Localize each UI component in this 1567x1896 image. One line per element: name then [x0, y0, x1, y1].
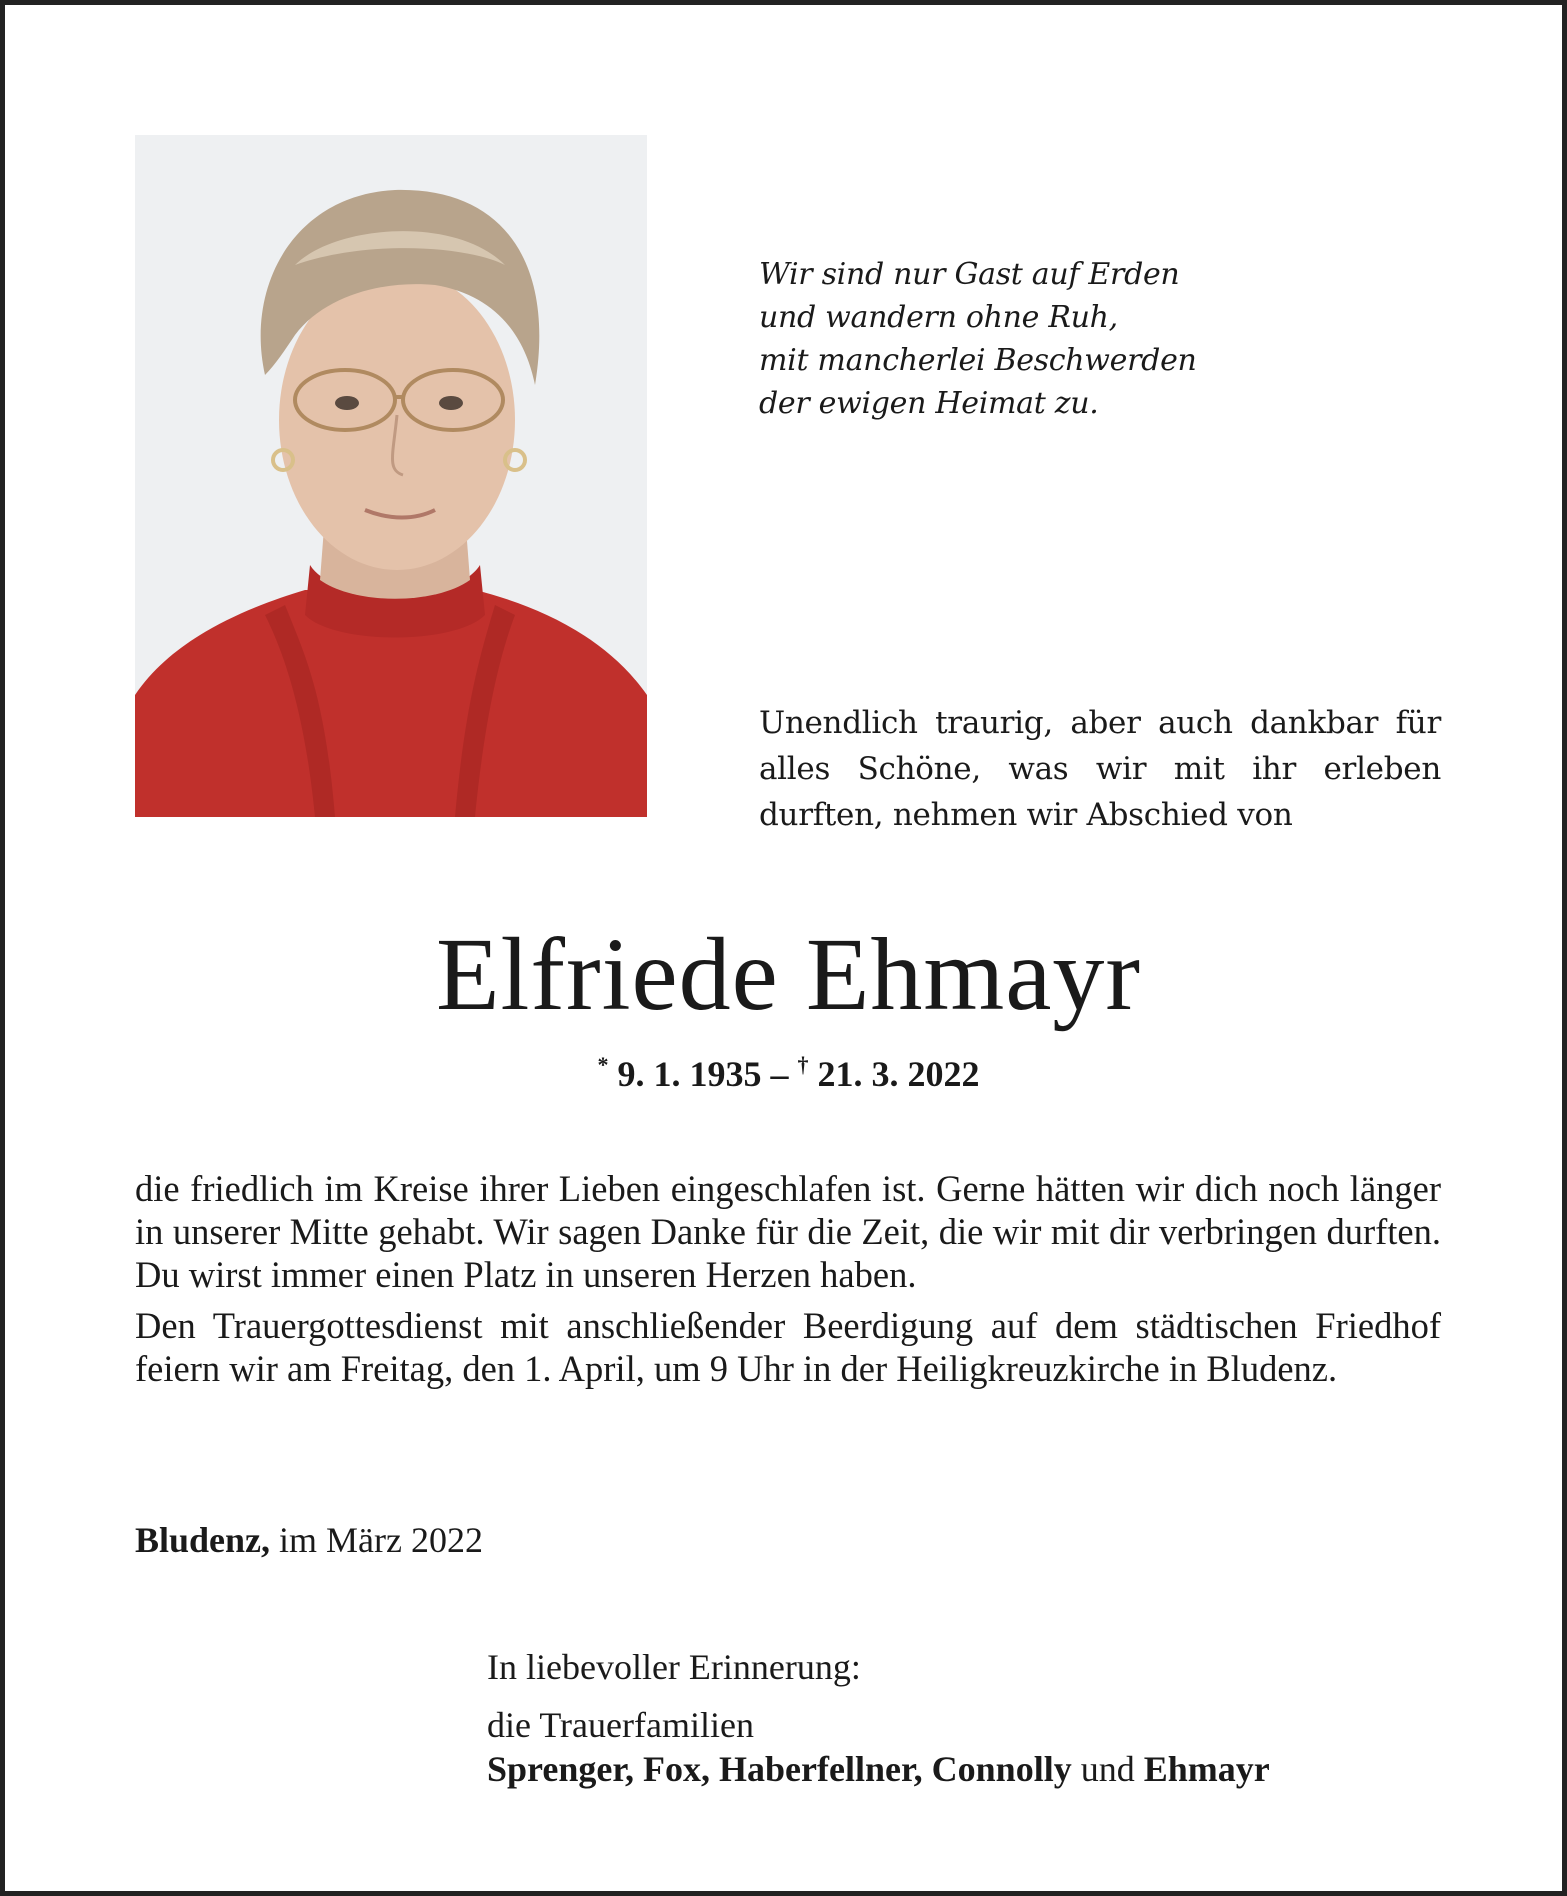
deceased-name: Elfriede Ehmayr	[435, 917, 1142, 1032]
families-intro: die Trauerfamilien	[487, 1705, 754, 1745]
place: Bludenz,	[135, 1520, 271, 1560]
family-name: Connolly	[931, 1749, 1072, 1789]
families-line	[487, 1747, 1270, 1791]
conjunction: und	[1080, 1749, 1135, 1789]
body-paragraph: die friedlich im Kreise ihrer Lieben eingeschlafen ist. Gerne hätten wir dich noch länger in unserer Mitte gehabt. Wir sagen Danke für die Zeit, die wir mit dir verbringen durften. Du wirst immer einen Platz in unseren Herzen haben.	[135, 1168, 1441, 1295]
poem-line: und wandern ohne Ruh,	[759, 300, 1118, 335]
poem-line: mit mancherlei Beschwerden	[759, 343, 1197, 378]
poem-line: Wir sind nur Gast auf Erden	[759, 257, 1180, 292]
closing-block	[487, 1645, 1270, 1791]
birth-symbol: *	[597, 1052, 609, 1077]
family-name: Haberfellner,	[719, 1749, 923, 1789]
obituary-body	[135, 1167, 1441, 1398]
intro-text: Unendlich traurig, aber auch dankbar für alles Schöne, was wir mit ihr erleben durften, nehmen wir Abschied von	[759, 705, 1441, 833]
remembrance-line: In liebevoller Erinnerung:	[487, 1647, 861, 1687]
family-name: Sprenger,	[487, 1749, 635, 1789]
portrait-photo	[135, 135, 647, 817]
life-dates	[5, 1043, 1567, 1096]
portrait-illustration	[135, 135, 647, 817]
date: im März 2022	[279, 1520, 484, 1560]
service-paragraph: Den Trauergottesdienst mit anschließender Beerdigung auf dem städtischen Friedhof feiern wir am Freitag, den 1. April, um 9 Uhr in der Heiligkreuzkirche in Bludenz.	[135, 1305, 1441, 1389]
poem	[759, 253, 1197, 425]
date-separator: –	[770, 1054, 789, 1094]
poem-line: der ewigen Heimat zu.	[759, 386, 1099, 421]
place-and-date	[135, 1518, 483, 1562]
death-date: 21. 3. 2022	[817, 1054, 980, 1094]
death-symbol: †	[797, 1052, 809, 1077]
family-name: Ehmayr	[1143, 1749, 1270, 1789]
birth-date: 9. 1. 1935	[617, 1054, 762, 1094]
family-name: Fox,	[643, 1749, 711, 1789]
